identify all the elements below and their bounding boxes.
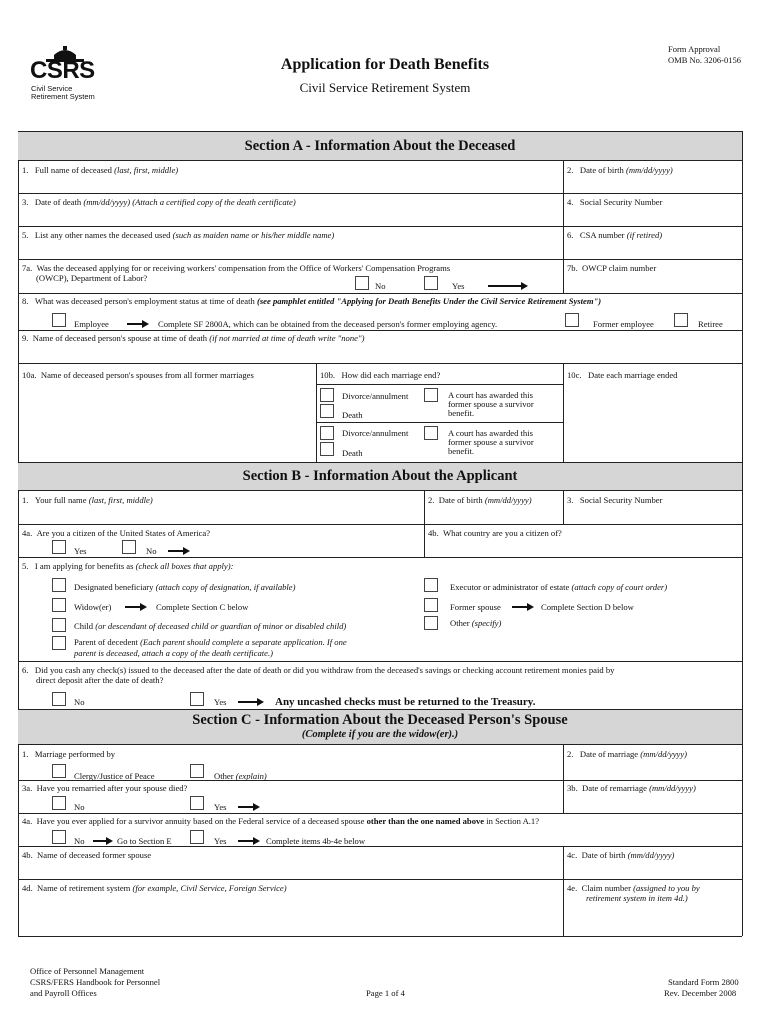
b4a-no-checkbox[interactable] <box>122 540 136 554</box>
b4a-yes-checkbox[interactable] <box>52 540 66 554</box>
section-c-heading: Section C - Information About the Deceased Person's Spouse (Complete if you are the widow(er).) <box>18 709 742 745</box>
field-b4b[interactable]: 4b. What country are you a citizen of? <box>428 528 562 538</box>
field-c1: 1. Marriage performed by <box>22 749 116 759</box>
c3a-yes-checkbox[interactable] <box>190 796 204 810</box>
a8-complete-text: Complete SF 2800A, which can be obtained from the deceased person's former employing agency. <box>158 319 498 329</box>
b5-executor-label: Executor or administrator of estate (attach copy of court order) <box>450 582 668 592</box>
a10b-2-court-1: A court has awarded this <box>448 428 533 438</box>
c3a-no-label: No <box>74 802 85 812</box>
logo-line1: Civil Service <box>31 84 73 93</box>
a8-former-employee-label: Former employee <box>593 319 654 329</box>
a10b-1-death-label: Death <box>342 410 363 420</box>
b6-yes-label: Yes <box>214 697 227 707</box>
b5-former-spouse-label: Former spouse <box>450 602 501 612</box>
footer-payroll: and Payroll Offices <box>30 988 97 998</box>
field-a4[interactable]: 4. Social Security Number <box>567 197 663 207</box>
a10b-2-death-checkbox[interactable] <box>320 442 334 456</box>
field-b6: 6. Did you cash any check(s) issued to the deceased after the date of death or did you withdraw from the deceased's savings or checking account retirement monies paid by <box>22 665 615 675</box>
field-a10a[interactable]: 10a. Name of deceased person's spouses from all former marriages <box>22 370 254 380</box>
footer-opm: Office of Personnel Management <box>30 966 145 976</box>
a7a-yes-label: Yes <box>452 281 465 291</box>
b5-former-spouse-action: Complete Section D below <box>541 602 634 612</box>
field-b6-line2: direct deposit after the date of death? <box>36 675 164 685</box>
a10b-1-court-3: benefit. <box>448 408 475 418</box>
b5-child-label: Child (or descendant of deceased child or guardian of minor or disabled child) <box>74 621 347 631</box>
c3a-no-checkbox[interactable] <box>52 796 66 810</box>
c1-clergy-label: Clergy/Justice of Peace <box>74 771 155 781</box>
field-a10c[interactable]: 10c. Date each marriage ended <box>567 370 678 380</box>
arrow-icon <box>512 603 534 611</box>
field-a6[interactable]: 6. CSA number (if retired) <box>567 230 663 240</box>
form-title: Application for Death Benefits <box>280 56 490 73</box>
b5-widow-checkbox[interactable] <box>52 598 66 612</box>
field-a7a: 7a. Was the deceased applying for or receiving workers' compensation from the Office of Workers' Compensation Programs <box>22 263 451 273</box>
section-b-heading: Section B - Information About the Applicant <box>18 462 742 491</box>
field-c3a: 3a. Have you remarried after your spouse died? <box>22 783 188 793</box>
field-c4a: 4a. Have you ever applied for a survivor annuity based on the Federal service of a deceased spouse other than the one named above in Section A.1? <box>22 816 540 826</box>
omb-number: OMB No. 3206-0156 <box>668 55 741 65</box>
arrow-icon <box>488 282 528 290</box>
field-c2[interactable]: 2. Date of marriage (mm/dd/yyyy) <box>567 749 688 759</box>
b5-child-checkbox[interactable] <box>52 618 66 632</box>
field-c4e-hint2: retirement system in item 4d.) <box>586 893 688 903</box>
c1-other-label: Other (explain) <box>214 771 267 781</box>
section-a-heading: Section A - Information About the Deceased <box>18 131 742 161</box>
b4a-yes-label: Yes <box>74 546 87 556</box>
b5-designated-checkbox[interactable] <box>52 578 66 592</box>
a10b-2-court-checkbox[interactable] <box>424 426 438 440</box>
field-c4b[interactable]: 4b. Name of deceased former spouse <box>22 850 152 860</box>
field-c4d[interactable]: 4d. Name of retirement system (for example, Civil Service, Foreign Service) <box>22 883 287 893</box>
c4a-complete: Complete items 4b-4e below <box>266 836 366 846</box>
b5-parent-label: Parent of decedent (Each parent should complete a separate application. If one <box>74 637 347 647</box>
a10b-2-divorce-label: Divorce/annulment <box>342 428 409 438</box>
a10b-2-court-2: former spouse a survivor <box>448 437 534 447</box>
field-b4a: 4a. Are you a citizen of the United States of America? <box>22 528 211 538</box>
c4a-goto: Go to Section E <box>117 836 172 846</box>
field-a10b: 10b. How did each marriage end? <box>320 370 441 380</box>
a10b-1-death-checkbox[interactable] <box>320 404 334 418</box>
b5-parent-hint2: parent is deceased, attach a copy of the death certificate.) <box>74 648 273 658</box>
field-b3[interactable]: 3. Social Security Number <box>567 495 663 505</box>
field-b1[interactable]: 1. Your full name (last, first, middle) <box>22 495 153 505</box>
b5-widow-action: Complete Section C below <box>156 602 249 612</box>
b5-executor-checkbox[interactable] <box>424 578 438 592</box>
b6-no-label: No <box>74 697 85 707</box>
c1-other-checkbox[interactable] <box>190 764 204 778</box>
c3a-yes-label: Yes <box>214 802 227 812</box>
c1-clergy-checkbox[interactable] <box>52 764 66 778</box>
field-b5: 5. I am applying for benefits as (check all boxes that apply): <box>22 561 234 571</box>
logo-line2: Retirement System <box>31 92 95 101</box>
field-a3[interactable]: 3. Date of death (mm/dd/yyyy) (Attach a certified copy of the death certificate) <box>22 197 296 207</box>
b5-parent-checkbox[interactable] <box>52 636 66 650</box>
a10b-1-court-1: A court has awarded this <box>448 390 533 400</box>
arrow-icon <box>238 837 260 845</box>
a10b-1-divorce-checkbox[interactable] <box>320 388 334 402</box>
arrow-icon <box>93 837 113 845</box>
footer-standard-form: Standard Form 2800 <box>668 977 739 987</box>
a10b-2-death-label: Death <box>342 448 363 458</box>
b6-no-checkbox[interactable] <box>52 692 66 706</box>
a10b-1-divorce-label: Divorce/annulment <box>342 391 409 401</box>
c4a-yes-checkbox[interactable] <box>190 830 204 844</box>
footer-handbook: CSRS/FERS Handbook for Personnel <box>30 977 161 987</box>
field-c3b[interactable]: 3b. Date of remarriage (mm/dd/yyyy) <box>567 783 696 793</box>
field-a7b[interactable]: 7b. OWCP claim number <box>567 263 657 273</box>
b5-designated-label: Designated beneficiary (attach copy of designation, if available) <box>74 582 296 592</box>
form-subtitle: Civil Service Retirement System <box>299 80 471 95</box>
a7a-no-checkbox[interactable] <box>355 276 369 290</box>
a8-employee-label: Employee <box>74 319 109 329</box>
a10b-1-court-checkbox[interactable] <box>424 388 438 402</box>
footer-rev: Rev. December 2008 <box>664 988 737 998</box>
a7a-yes-checkbox[interactable] <box>424 276 438 290</box>
field-a7a-line2: (OWCP), Department of Labor? <box>36 273 148 283</box>
b5-widow-label: Widow(er) <box>74 602 112 612</box>
c4a-yes-label: Yes <box>214 836 227 846</box>
b6-notice: Any uncashed checks must be returned to the Treasury. <box>275 696 536 708</box>
arrow-icon <box>127 320 149 328</box>
b4a-no-label: No <box>146 546 157 556</box>
b5-other-label: Other (specify) <box>450 618 502 628</box>
c4a-no-checkbox[interactable] <box>52 830 66 844</box>
field-a1[interactable]: 1. Full name of deceased (last, first, middle) <box>22 165 179 175</box>
field-c4e[interactable]: 4e. Claim number (assigned to you by <box>567 883 700 893</box>
a7a-no-label: No <box>375 281 386 291</box>
page-number: Page 1 of 4 <box>366 988 405 998</box>
csrs-logo <box>30 46 100 101</box>
field-b2[interactable]: 2. Date of birth (mm/dd/yyyy) <box>428 495 532 505</box>
arrow-icon <box>168 547 190 555</box>
arrow-icon <box>238 803 260 811</box>
field-a8: 8. What was deceased person's employment status at time of death (see pamphlet entitled "Applying for Death Benefits Under the Civil Service Retirement System") <box>22 296 602 306</box>
b5-former-spouse-checkbox[interactable] <box>424 598 438 612</box>
a8-former-employee-checkbox[interactable] <box>565 313 579 327</box>
arrow-icon <box>125 603 147 611</box>
section-c-subheading: (Complete if you are the widow(er).) <box>301 729 459 740</box>
b5-other-checkbox[interactable] <box>424 616 438 630</box>
field-a2[interactable]: 2. Date of birth (mm/dd/yyyy) <box>567 165 673 175</box>
a10b-2-court-3: benefit. <box>448 446 475 456</box>
c4a-no-label: No <box>74 836 85 846</box>
form-approval: Form Approval <box>668 44 721 54</box>
a10b-2-divorce-checkbox[interactable] <box>320 426 334 440</box>
field-a9[interactable]: 9. Name of deceased person's spouse at time of death (if not married at time of death write "none") <box>22 333 365 343</box>
b6-yes-checkbox[interactable] <box>190 692 204 706</box>
a10b-1-court-2: former spouse a survivor <box>448 399 534 409</box>
a8-retiree-label: Retiree <box>698 319 723 329</box>
a8-employee-checkbox[interactable] <box>52 313 66 327</box>
a8-retiree-checkbox[interactable] <box>674 313 688 327</box>
field-a5[interactable]: 5. List any other names the deceased used (such as maiden name or his/her middle name) <box>22 230 335 240</box>
field-c4c[interactable]: 4c. Date of birth (mm/dd/yyyy) <box>567 850 675 860</box>
logo-wordmark: CSRS <box>30 57 95 84</box>
arrow-icon <box>238 698 264 706</box>
